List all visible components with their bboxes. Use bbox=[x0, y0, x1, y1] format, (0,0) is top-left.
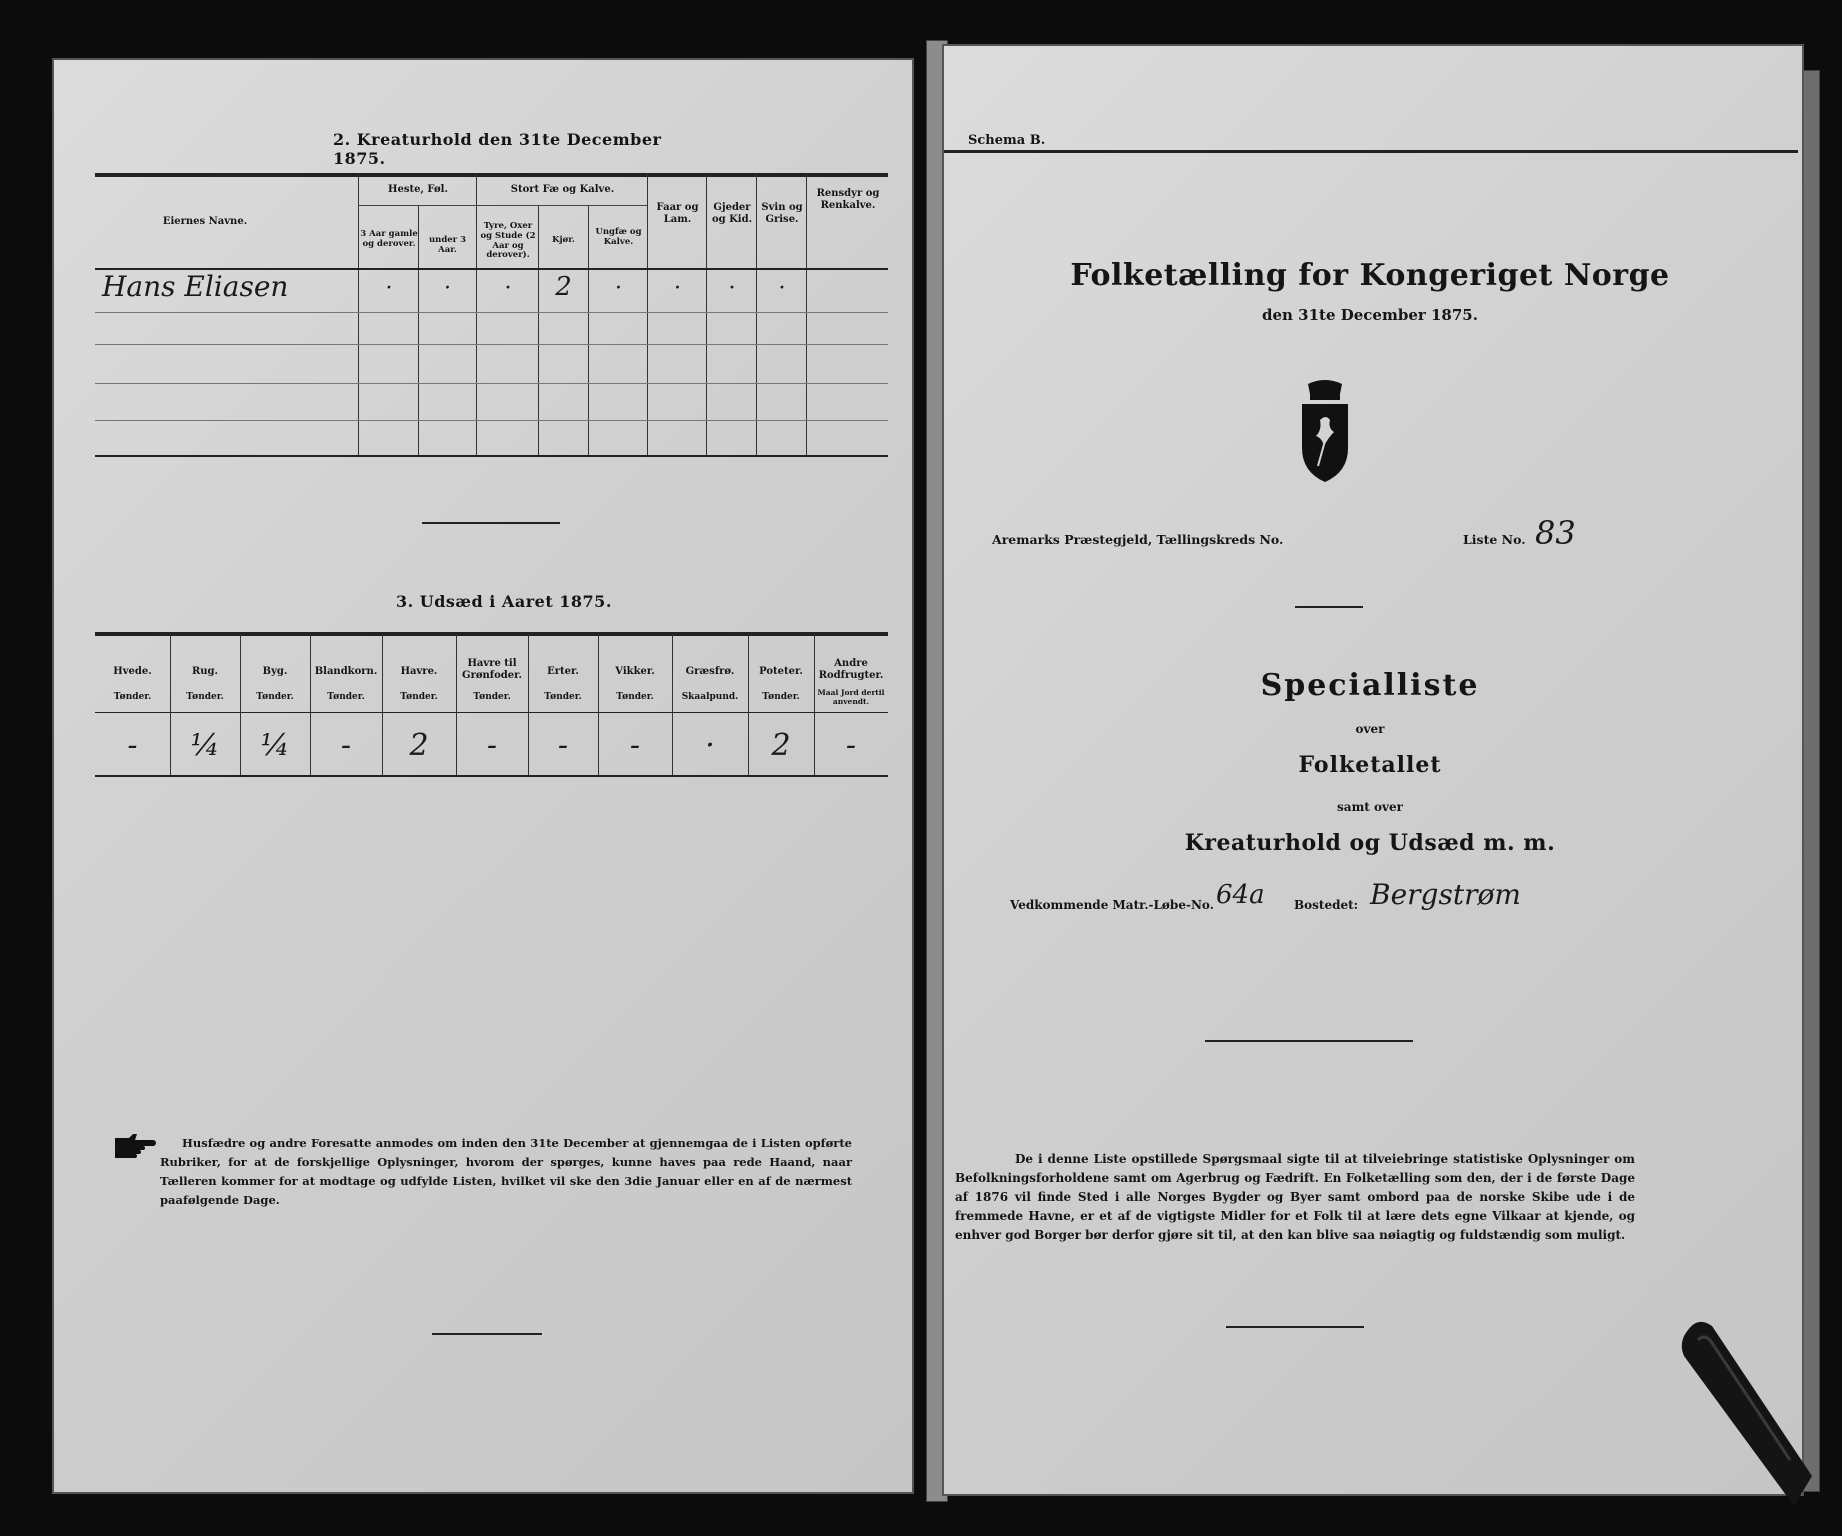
separator-rule bbox=[422, 522, 560, 524]
t3-label-poteter: Poteter. bbox=[759, 666, 803, 677]
main-subtitle: den 31te December 1875. bbox=[1262, 306, 1478, 324]
group-stort: Stort Fæ og Kalve. bbox=[510, 184, 615, 195]
t3-unit-vikker: Tønder. bbox=[616, 692, 654, 702]
special-title: Specialliste bbox=[1260, 668, 1480, 703]
owner-name: Hans Eliasen bbox=[102, 270, 289, 303]
col-svin: Svin og Grise. bbox=[761, 202, 803, 225]
col-gjeder: Gjeder og Kid. bbox=[711, 202, 753, 225]
intro-paragraph: De i denne Liste opstillede Spørgsmaal sigte til at tilveiebringe statistiske Oplysninger om Befolkningsforholdene samt om Agerbrug og Fædrift. En Folketælling som den, der i de første Dage af 1876 vil finde Sted i alle Norges Bygder og Byer samt ombord paa de norske Skibe ude i de fremmede Havne, er et af de vigtigste Midler for et Folk til at lære dets egne Vilkaar at kjende, og enhver god Borger bør derfor gjøre sit til, at den kan blive saa nøiagtig og fuldstændig som muligt. bbox=[955, 1152, 1635, 1242]
t3-unit-erter: Tønder. bbox=[544, 692, 582, 702]
t3-unit-byg: Tønder. bbox=[256, 692, 294, 702]
pointing-hand-icon bbox=[113, 1130, 157, 1160]
t3-unit-poteter: Tønder. bbox=[762, 692, 800, 702]
t3-value-rug: ¼ bbox=[190, 728, 220, 763]
table2-row-rule bbox=[95, 344, 888, 345]
t3-unit-havre: Tønder. bbox=[400, 692, 438, 702]
table2-divider bbox=[756, 174, 757, 455]
table3-header-rule bbox=[95, 712, 888, 713]
t3-label-andre: Andre Rodfrugter. bbox=[818, 658, 884, 681]
schema-label: Schema B. bbox=[968, 133, 1046, 148]
liste-label: Liste No. bbox=[1463, 532, 1526, 547]
t3-label-vikker: Vikker. bbox=[615, 666, 655, 677]
t3-unit-rug: Tønder. bbox=[186, 692, 224, 702]
table3-bottom-rule bbox=[95, 775, 888, 777]
bostedet-value: Bergstrøm bbox=[1370, 878, 1521, 911]
section3-title: 3. Udsæd i Aaret 1875. bbox=[396, 592, 612, 611]
schema-rule bbox=[944, 150, 1798, 153]
cell-faar: · bbox=[674, 276, 681, 301]
t3-label-hvede: Hvede. bbox=[113, 666, 152, 677]
t3-unit-hvede: Tønder. bbox=[113, 692, 152, 702]
t3-value-graesfro: · bbox=[705, 728, 715, 763]
table2-bottom-rule bbox=[95, 455, 888, 457]
col-heste-over: 3 Aar gamle og derover. bbox=[360, 229, 418, 249]
col-faar: Faar og Lam. bbox=[656, 202, 699, 225]
t3-value-poteter: 2 bbox=[771, 728, 791, 763]
table2-divider bbox=[806, 174, 807, 455]
t3-unit-blandkorn: Tønder. bbox=[327, 692, 365, 702]
t3-value-vikker: - bbox=[629, 728, 641, 763]
col-ungfae: Ungfæ og Kalve. bbox=[595, 227, 642, 247]
table2-divider bbox=[358, 174, 359, 455]
t3-label-havre-gronfoder: Havre til Grønfoder. bbox=[462, 658, 522, 681]
table2-divider bbox=[588, 205, 589, 455]
t3-label-erter: Erter. bbox=[547, 666, 579, 677]
cell-svin: · bbox=[778, 276, 786, 301]
matr-label: Vedkommende Matr.-Løbe-No. bbox=[1010, 898, 1214, 912]
cell-kjor: 2 bbox=[555, 272, 572, 302]
t3-label-blandkorn: Blandkorn. bbox=[314, 666, 378, 677]
matr-value: 64a bbox=[1216, 880, 1265, 910]
section2-title: 2. Kreaturhold den 31te December 1875. bbox=[333, 130, 662, 168]
t3-value-erter: - bbox=[557, 728, 569, 763]
t3-value-havre-gronfoder: - bbox=[486, 728, 498, 763]
kreaturhold-label: Kreaturhold og Udsæd m. m. bbox=[1184, 830, 1556, 856]
paper-clip-icon bbox=[1668, 1310, 1818, 1520]
t3-value-andre: - bbox=[845, 728, 857, 763]
t3-value-hvede: - bbox=[127, 728, 138, 763]
parish-label: Aremarks Præstegjeld, Tællingskreds No. bbox=[992, 532, 1284, 547]
coat-of-arms-icon bbox=[1298, 380, 1352, 484]
table2-row-rule bbox=[95, 312, 888, 313]
notice-text: Husfædre og andre Foresatte anmodes om inden den 31te December at gjennemgaa de i Listen opførte Rubriker, for at de forskjellige Oplysninger, hvorom der spørges, kunne haves paa rede Haand, naar Tælleren kommer for at modtage og udfylde Listen, hvilket vil ske den 3die Januar eller en af de nærmest paafølgende Dage. bbox=[160, 1136, 852, 1207]
table2-divider bbox=[647, 174, 648, 455]
t3-unit-andre: Maal Jord dertil anvendt. bbox=[817, 688, 885, 706]
owner-header: Eiernes Navne. bbox=[162, 216, 248, 227]
t3-value-blandkorn: - bbox=[340, 728, 352, 763]
table2-row-rule bbox=[95, 383, 888, 384]
notice-end-rule bbox=[432, 1333, 542, 1335]
t3-value-byg: ¼ bbox=[260, 728, 290, 763]
table2-divider bbox=[706, 174, 707, 455]
t3-value-havre: 2 bbox=[409, 728, 429, 763]
table2-divider bbox=[476, 174, 477, 455]
table2-group-rule bbox=[358, 205, 647, 206]
liste-number: 83 bbox=[1535, 514, 1576, 552]
lower-separator-rule bbox=[1226, 1326, 1364, 1328]
t3-unit-havre-gronfoder: Tønder. bbox=[473, 692, 511, 702]
table3-top-rule bbox=[95, 632, 888, 636]
cell-gjeder: · bbox=[728, 276, 736, 301]
main-title: Folketælling for Kongeriget Norge bbox=[1070, 258, 1670, 293]
t3-label-graesfro: Græsfrø. bbox=[685, 666, 735, 677]
t3-label-havre: Havre. bbox=[400, 666, 438, 677]
samt-over-label: samt over bbox=[1337, 800, 1403, 814]
over-label-1: over bbox=[1355, 722, 1385, 736]
t3-unit-graesfro: Skaalpund. bbox=[681, 692, 739, 702]
folketallet-label: Folketallet bbox=[1298, 752, 1442, 778]
table2-row-rule bbox=[95, 420, 888, 421]
cell-ungfae: · bbox=[615, 276, 622, 301]
col-tyre: Tyre, Oxer og Stude (2 Aar og derover). bbox=[480, 221, 536, 261]
t3-label-byg: Byg. bbox=[262, 666, 288, 677]
t3-label-rug: Rug. bbox=[191, 666, 219, 677]
title-separator-rule bbox=[1295, 606, 1363, 608]
col-kjor: Kjør. bbox=[552, 235, 575, 245]
table2-top-rule bbox=[95, 173, 888, 177]
col-heste-under: under 3 Aar. bbox=[428, 235, 467, 255]
cell-heste-under: · bbox=[444, 276, 451, 301]
cell-heste-over: · bbox=[385, 276, 393, 301]
bostedet-label: Bostedet: bbox=[1294, 898, 1359, 912]
upper-separator-rule bbox=[1205, 1040, 1413, 1042]
group-heste: Heste, Føl. bbox=[388, 184, 448, 195]
cell-tyre: · bbox=[504, 276, 512, 301]
col-rensdyr: Rensdyr og Renkalve. bbox=[816, 188, 880, 211]
